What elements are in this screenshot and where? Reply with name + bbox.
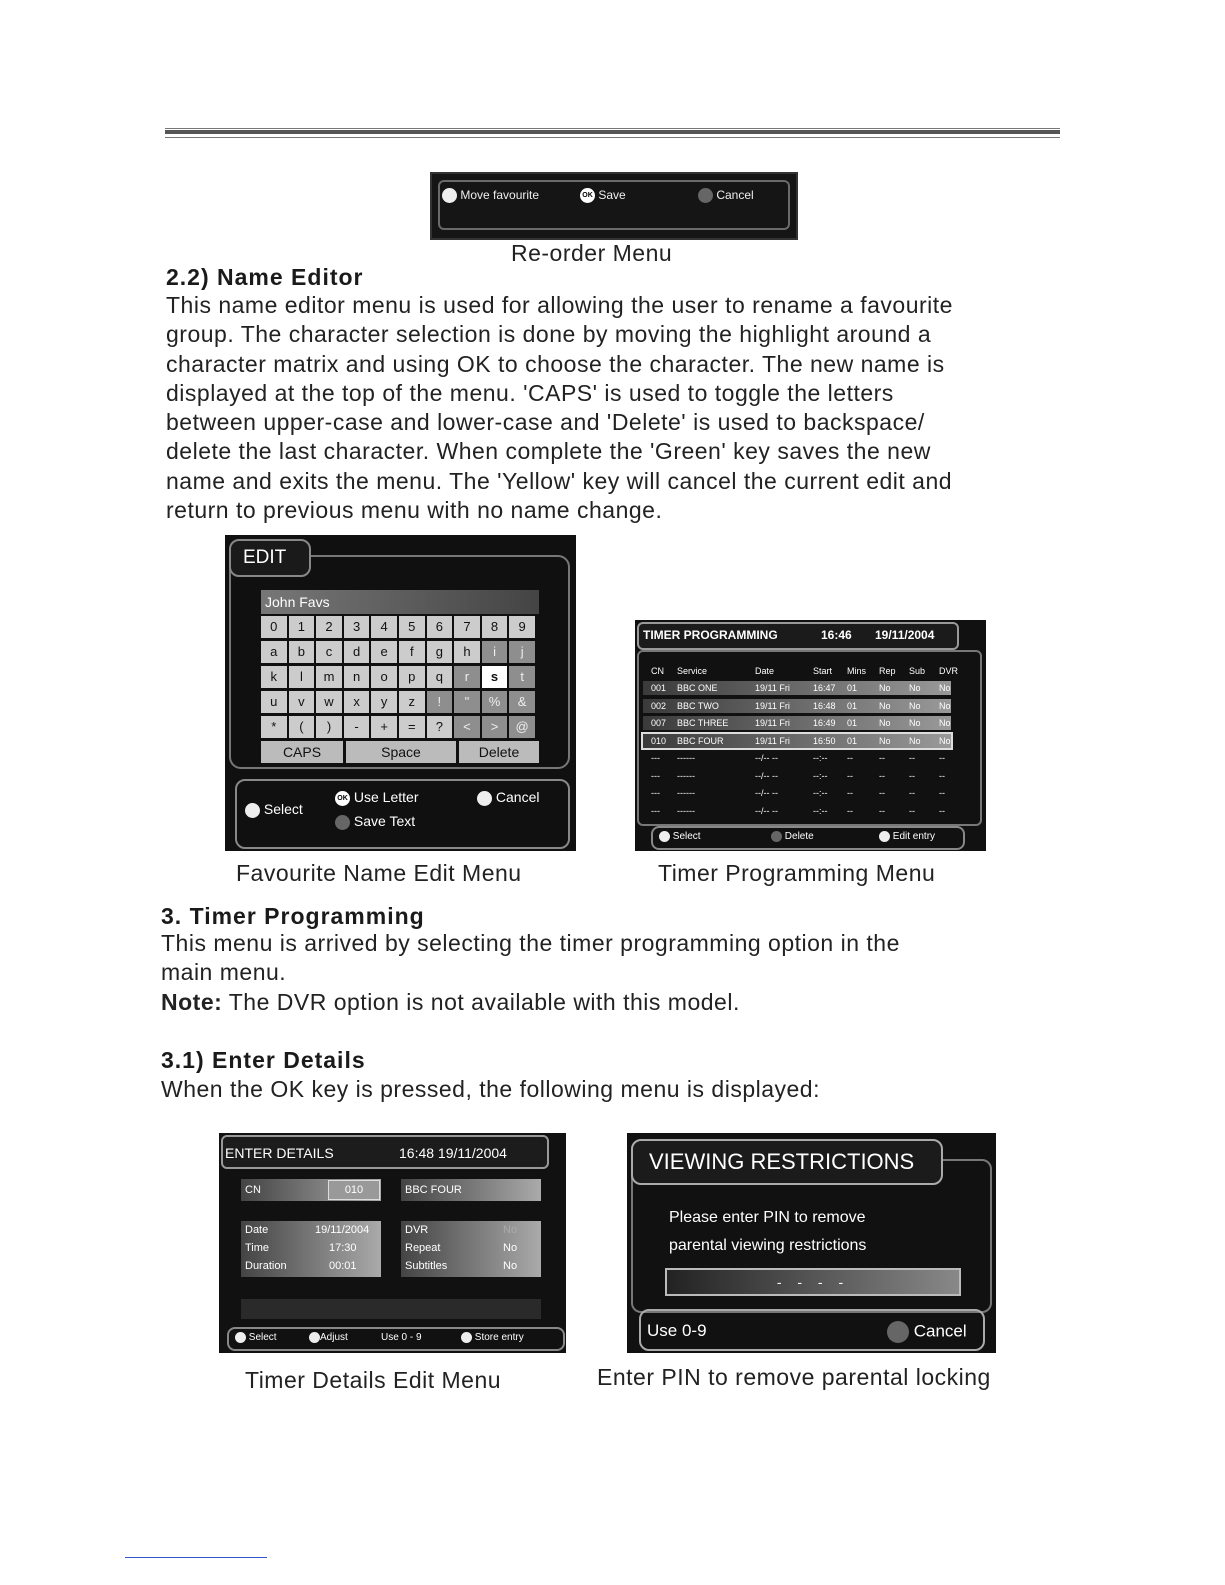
paragraph-line: This menu is arrived by selecting the timer programming option in the xyxy=(161,930,900,956)
repeat-value[interactable]: No xyxy=(503,1242,518,1254)
table-cell: -- xyxy=(939,770,945,781)
character-key[interactable]: g xyxy=(427,641,453,663)
cancel-label: Cancel xyxy=(716,188,754,202)
dvr-value: No xyxy=(503,1224,518,1236)
character-key[interactable]: e xyxy=(371,641,397,663)
character-key[interactable]: b xyxy=(289,641,315,663)
character-key[interactable]: 9 xyxy=(509,616,535,638)
table-cell: 010 xyxy=(651,735,667,746)
key-row xyxy=(261,691,539,713)
character-key[interactable]: d xyxy=(344,641,370,663)
table-cell: 16:47 xyxy=(813,683,836,693)
table-cell: 002 xyxy=(651,700,667,711)
paragraph-line: character matrix and using OK to choose the character. The new name is xyxy=(166,350,945,377)
paragraph-line: main menu. xyxy=(161,959,287,986)
table-cell: -- xyxy=(939,753,945,763)
section-heading-enter-details: 3.1) Enter Details xyxy=(161,1047,366,1073)
key-row xyxy=(261,616,539,638)
paragraph-line: group. The character selection is done by moving the highlight around a xyxy=(166,321,932,348)
table-cell: -- xyxy=(879,805,885,816)
character-key[interactable]: - xyxy=(344,716,370,738)
timer-caption: Timer Programming Menu xyxy=(658,860,936,886)
table-cell: No xyxy=(909,700,921,711)
subtitles-label: Subtitles xyxy=(405,1260,448,1272)
table-cell: 01 xyxy=(847,700,858,711)
name-input[interactable] xyxy=(261,590,539,614)
character-key[interactable]: p xyxy=(399,666,425,688)
character-key[interactable]: c xyxy=(316,641,342,663)
table-cell: No xyxy=(909,735,921,746)
select-hint xyxy=(245,801,303,818)
table-cell: BBC ONE xyxy=(677,683,718,693)
time-label: Time xyxy=(245,1242,270,1254)
table-cell: --/-- -- xyxy=(755,770,778,781)
character-key[interactable]: 6 xyxy=(427,616,453,638)
timer-time: 16:46 xyxy=(821,628,852,642)
table-cell: No xyxy=(879,700,891,711)
table-cell: No xyxy=(939,683,951,693)
caps-button[interactable]: CAPS xyxy=(261,741,343,763)
save-text-hint xyxy=(335,813,415,830)
use-digits-label: Use 0-9 xyxy=(647,1321,707,1340)
date-time-group xyxy=(241,1221,381,1277)
character-matrix xyxy=(261,616,539,763)
table-cell: No xyxy=(909,718,921,728)
table-cell: 01 xyxy=(847,683,858,693)
character-key[interactable]: > xyxy=(482,716,508,738)
character-key[interactable]: v xyxy=(289,691,315,713)
date-value[interactable]: 19/11/2004 xyxy=(315,1224,370,1236)
details-time-date: 16:48 19/11/2004 xyxy=(399,1145,507,1161)
character-key[interactable]: y xyxy=(371,691,397,713)
table-cell: 16:48 xyxy=(813,700,836,711)
cn-field[interactable] xyxy=(241,1179,381,1201)
character-key[interactable]: + xyxy=(371,716,397,738)
character-key[interactable]: " xyxy=(454,691,480,713)
table-cell: 001 xyxy=(651,683,667,693)
table-cell: ------ xyxy=(677,770,695,781)
table-cell: Start xyxy=(813,666,833,676)
table-cell: -- xyxy=(909,770,915,781)
edit-caption: Favourite Name Edit Menu xyxy=(236,860,522,886)
note-text: The DVR option is not available with this model. xyxy=(222,988,740,1015)
table-cell: BBC TWO xyxy=(677,700,719,711)
character-key[interactable]: k xyxy=(261,666,287,688)
pin-title: VIEWING RESTRICTIONS xyxy=(649,1149,915,1174)
table-cell: 01 xyxy=(847,735,858,746)
key-row xyxy=(261,666,539,688)
table-cell: No xyxy=(879,718,891,728)
character-key[interactable]: w xyxy=(316,691,342,713)
character-key[interactable]: 5 xyxy=(399,616,425,638)
enter-details-paragraph: When the OK key is pressed, the following menu is displayed: xyxy=(161,1076,820,1102)
table-cell: --:-- xyxy=(813,805,828,816)
key-row xyxy=(261,716,539,738)
store-entry-label: Store entry xyxy=(474,1332,524,1344)
character-key[interactable]: f xyxy=(399,641,425,663)
function-key-row xyxy=(261,741,539,763)
use-letter-label: Use Letter xyxy=(353,789,419,805)
character-key[interactable]: m xyxy=(316,666,342,688)
character-key[interactable]: % xyxy=(482,691,508,713)
paragraph-line: between upper-case and lower-case and 'Delete' is used to backspace/ xyxy=(166,409,925,436)
table-cell: -- xyxy=(909,788,915,798)
details-title: ENTER DETAILS xyxy=(225,1145,334,1161)
cn-label: CN xyxy=(245,1184,261,1196)
character-key[interactable]: t xyxy=(509,666,535,688)
table-cell: Date xyxy=(755,666,775,676)
red-key-icon xyxy=(771,831,782,842)
pin-cancel-hint xyxy=(887,1321,967,1343)
table-cell: -- xyxy=(847,770,853,781)
key-row xyxy=(261,641,539,663)
table-cell: --:-- xyxy=(813,788,828,798)
details-footer xyxy=(227,1327,565,1351)
ok-icon xyxy=(461,1332,472,1343)
table-cell: 19/11 Fri xyxy=(755,735,790,746)
edit-footer xyxy=(235,779,570,849)
table-cell: -- xyxy=(879,788,885,798)
character-key[interactable]: l xyxy=(289,666,315,688)
paragraph-line: This name editor menu is used for allowing the user to rename a favourite xyxy=(166,292,953,318)
reorder-cancel-item xyxy=(698,188,754,203)
up-down-icon xyxy=(659,831,670,842)
enter-details-screenshot xyxy=(219,1133,566,1353)
select-label: Select xyxy=(263,801,303,817)
timer-footer xyxy=(651,826,965,850)
reorder-move-item xyxy=(442,188,539,203)
character-key[interactable]: ! xyxy=(427,691,453,713)
character-key[interactable]: q xyxy=(427,666,453,688)
character-key[interactable]: i xyxy=(482,641,508,663)
table-cell: 01 xyxy=(847,718,858,728)
character-key[interactable]: ) xyxy=(316,716,342,738)
table-cell: 007 xyxy=(651,718,667,728)
note-label: Note: xyxy=(161,988,223,1015)
character-key[interactable]: j xyxy=(509,641,535,663)
character-key[interactable]: n xyxy=(344,666,370,688)
details-title-bar xyxy=(221,1135,549,1169)
repeat-label: Repeat xyxy=(405,1242,441,1254)
select-label: Select xyxy=(248,1332,277,1344)
table-cell: --/-- -- xyxy=(755,753,778,763)
table-cell: No xyxy=(879,683,891,693)
table-cell: ------ xyxy=(677,753,695,763)
character-key[interactable]: o xyxy=(371,666,397,688)
adjust-label: Adjust xyxy=(320,1332,348,1344)
character-key[interactable]: 3 xyxy=(344,616,370,638)
details-caption: Timer Details Edit Menu xyxy=(245,1367,502,1393)
paragraph-line: delete the last character. When complete the 'Green' key saves the new xyxy=(166,438,931,465)
pin-message-line1: Please enter PIN to remove xyxy=(669,1209,866,1226)
table-row[interactable] xyxy=(643,681,951,695)
details-adjust-hint xyxy=(309,1332,348,1343)
yellow-key-icon xyxy=(477,791,492,806)
table-row[interactable] xyxy=(643,699,951,713)
use-digits-label: Use 0 - 9 xyxy=(381,1332,422,1343)
reorder-save-item xyxy=(580,188,626,203)
table-cell: -- xyxy=(909,753,915,763)
save-label: Save xyxy=(598,188,626,202)
ok-icon xyxy=(879,831,890,842)
table-cell: 16:50 xyxy=(813,735,836,746)
character-key[interactable]: < xyxy=(454,716,480,738)
ok-icon: OK xyxy=(580,188,595,203)
edit-title-box xyxy=(229,539,311,577)
details-store-hint xyxy=(461,1332,524,1343)
header-rule-bottom xyxy=(165,137,1060,138)
timer-title: TIMER PROGRAMMING xyxy=(643,628,778,642)
table-cell: -- xyxy=(879,753,885,763)
ok-icon: OK xyxy=(335,791,350,806)
cancel-label: Cancel xyxy=(913,1321,967,1341)
space-button[interactable]: Space xyxy=(346,741,456,763)
paragraph-line: displayed at the top of the menu. 'CAPS' is used to toggle the letters xyxy=(166,379,894,406)
name-editor-paragraph xyxy=(166,291,953,525)
character-key[interactable]: 0 xyxy=(261,616,287,638)
table-cell: Sub xyxy=(909,666,926,676)
edit-entry-label: Edit entry xyxy=(892,831,936,843)
table-cell: No xyxy=(879,735,891,746)
yellow-key-icon xyxy=(698,188,713,203)
table-cell: 19/11 Fri xyxy=(755,700,790,711)
cn-value: 010 xyxy=(329,1181,379,1199)
table-cell: No xyxy=(939,735,951,746)
section-heading-name-editor: 2.2) Name Editor xyxy=(166,264,364,290)
edit-title: EDIT xyxy=(243,547,287,568)
timer-edit-hint xyxy=(879,831,935,842)
header-rule xyxy=(165,130,1060,134)
reorder-caption: Re-order Menu xyxy=(511,240,673,266)
options-group xyxy=(401,1221,541,1277)
table-cell: No xyxy=(939,700,951,711)
pin-input[interactable]: - - - - xyxy=(665,1268,961,1296)
character-key[interactable]: * xyxy=(261,716,287,738)
table-cell: --- xyxy=(651,788,660,798)
delete-button[interactable]: Delete xyxy=(459,741,539,763)
timer-programming-screenshot xyxy=(635,620,986,851)
table-cell: --- xyxy=(651,753,660,763)
cancel-hint xyxy=(477,789,539,806)
character-key[interactable]: 2 xyxy=(316,616,342,638)
time-value[interactable]: 17:30 xyxy=(329,1242,357,1254)
table-cell: BBC FOUR xyxy=(677,735,724,746)
character-key[interactable]: 4 xyxy=(371,616,397,638)
pin-title-box xyxy=(631,1139,943,1185)
table-row[interactable] xyxy=(643,716,951,730)
up-down-icon xyxy=(235,1332,246,1343)
viewing-restrictions-screenshot xyxy=(627,1133,996,1353)
table-cell: No xyxy=(939,718,951,728)
service-field xyxy=(401,1179,541,1201)
table-cell: -- xyxy=(939,805,945,816)
subtitles-value[interactable]: No xyxy=(503,1260,518,1272)
timer-select-hint xyxy=(659,831,701,842)
character-key[interactable]: a xyxy=(261,641,287,663)
pin-message-line2: parental viewing restrictions xyxy=(669,1237,867,1254)
duration-label: Duration xyxy=(245,1260,287,1272)
table-cell: ------ xyxy=(677,788,695,798)
table-cell: 19/11 Fri xyxy=(755,718,790,728)
character-key[interactable]: = xyxy=(399,716,425,738)
character-key[interactable]: & xyxy=(509,691,535,713)
header-rule-top xyxy=(165,128,1060,129)
use-letter-hint xyxy=(335,789,418,806)
table-cell: --/-- -- xyxy=(755,805,778,816)
table-cell: -- xyxy=(939,788,945,798)
footer-link-line xyxy=(125,1557,267,1558)
table-cell: Mins xyxy=(847,666,867,676)
timer-date: 19/11/2004 xyxy=(875,628,935,642)
table-cell: -- xyxy=(847,788,853,798)
character-key[interactable]: @ xyxy=(509,716,535,738)
table-cell: -- xyxy=(847,805,853,816)
dvr-label: DVR xyxy=(405,1224,429,1236)
table-cell: 19/11 Fri xyxy=(755,683,790,693)
name-value: John Favs xyxy=(265,594,330,610)
yellow-key-icon xyxy=(887,1321,909,1343)
table-cell: BBC THREE xyxy=(677,718,729,728)
pin-footer xyxy=(639,1309,985,1351)
character-key[interactable]: 7 xyxy=(454,616,480,638)
table-cell: --:-- xyxy=(813,753,828,763)
timer-programming-paragraph xyxy=(161,929,900,1017)
character-key[interactable]: u xyxy=(261,691,287,713)
timer-title-bar xyxy=(637,622,959,650)
section-heading-timer-programming: 3. Timer Programming xyxy=(161,903,425,929)
table-cell: --- xyxy=(651,805,660,816)
table-cell: No xyxy=(909,683,921,693)
move-favourite-label: Move favourite xyxy=(460,188,540,202)
character-key[interactable]: ( xyxy=(289,716,315,738)
character-key[interactable]: 1 xyxy=(289,616,315,638)
left-right-icon xyxy=(309,1332,320,1343)
details-select-hint xyxy=(235,1332,277,1343)
details-status-bar xyxy=(241,1299,541,1319)
cancel-label: Cancel xyxy=(495,789,540,805)
date-label: Date xyxy=(245,1224,269,1236)
table-cell: --- xyxy=(651,770,660,781)
character-key[interactable]: ? xyxy=(427,716,453,738)
character-key[interactable]: z xyxy=(399,691,425,713)
table-cell: 16:49 xyxy=(813,718,836,728)
table-cell: Rep xyxy=(879,666,896,676)
table-cell: -- xyxy=(847,753,853,763)
save-text-label: Save Text xyxy=(353,813,416,829)
service-value: BBC FOUR xyxy=(405,1184,462,1196)
table-cell: DVR xyxy=(939,666,959,676)
paragraph-line: return to previous menu with no name change. xyxy=(166,497,663,524)
up-down-icon xyxy=(442,188,457,203)
green-key-icon xyxy=(335,815,350,830)
pin-caption: Enter PIN to remove parental locking xyxy=(597,1364,991,1390)
name-edit-menu-screenshot xyxy=(225,535,576,851)
table-cell: --/-- -- xyxy=(755,788,778,798)
table-cell: -- xyxy=(909,805,915,816)
character-key[interactable]: x xyxy=(344,691,370,713)
character-key[interactable]: 8 xyxy=(482,616,508,638)
table-cell: Service xyxy=(677,666,708,676)
paragraph-line: name and exits the menu. The 'Yellow' key will cancel the current edit and xyxy=(166,467,953,494)
table-row[interactable] xyxy=(643,734,951,748)
select-label: Select xyxy=(672,831,701,843)
navigation-icon xyxy=(245,803,260,818)
table-cell: --:-- xyxy=(813,770,828,781)
table-cell: ------ xyxy=(677,805,695,816)
timer-delete-hint xyxy=(771,831,814,842)
character-key[interactable]: r xyxy=(454,666,480,688)
character-key[interactable]: h xyxy=(454,641,480,663)
table-cell: -- xyxy=(879,770,885,781)
table-cell: CN xyxy=(651,666,664,676)
duration-value[interactable]: 00:01 xyxy=(329,1260,357,1272)
character-key[interactable]: s xyxy=(482,666,508,688)
delete-label: Delete xyxy=(784,831,814,843)
reorder-menu-screenshot xyxy=(430,172,798,240)
